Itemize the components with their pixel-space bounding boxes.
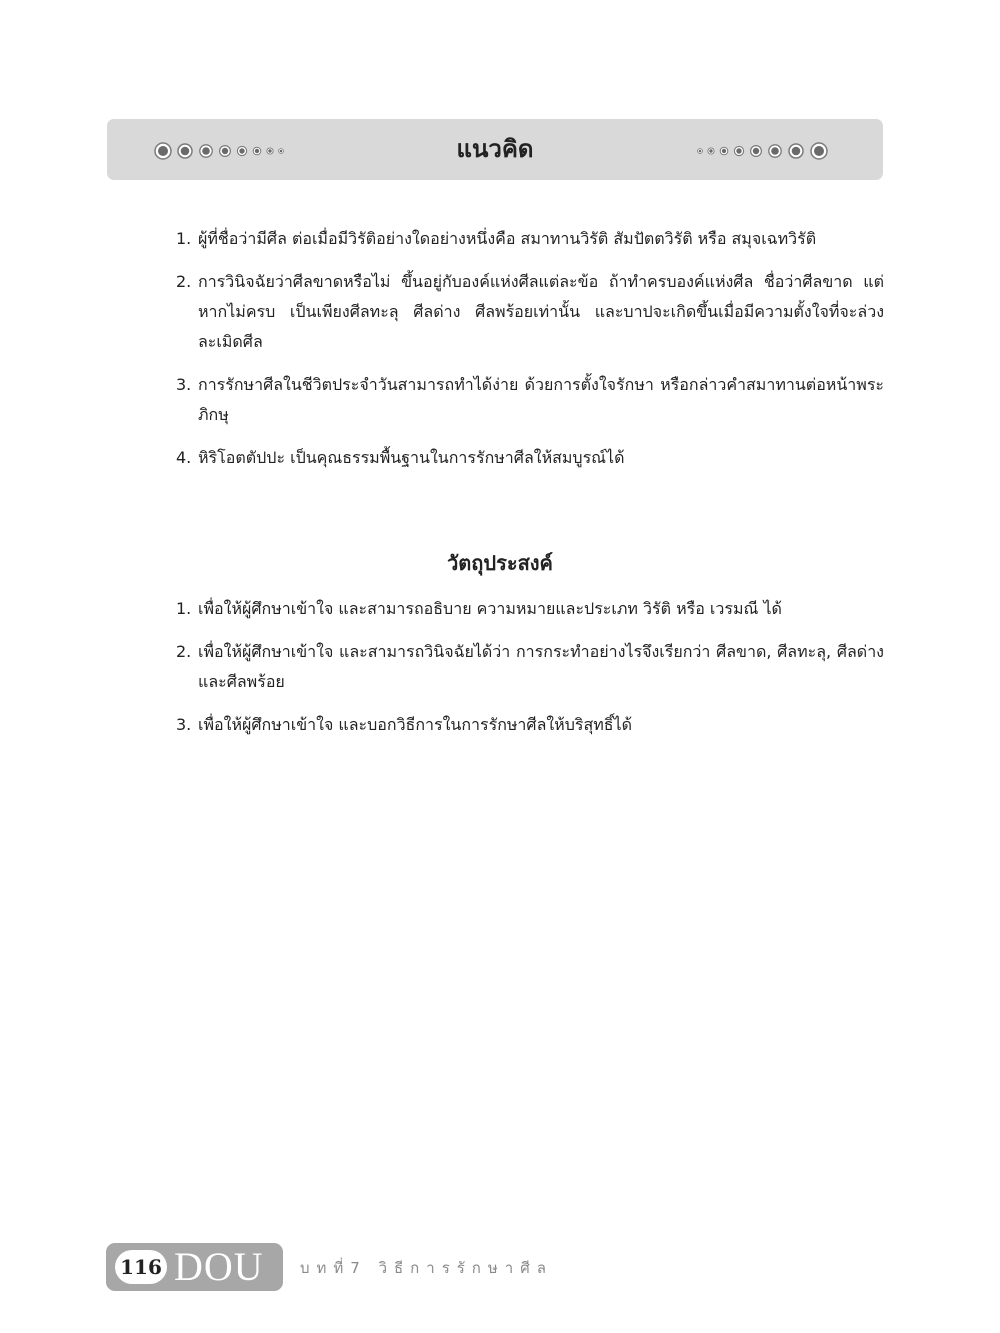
list-text: เพื่อให้ผู้ศึกษาเข้าใจ และบอกวิธีการในการรักษาศีลให้บริสุทธิ์ได้ [198,715,632,734]
list-number: 4. [176,448,192,467]
list-text: เพื่อให้ผู้ศึกษาเข้าใจ และสามารถอธิบาย ความหมายและประเภท วิรัติ หรือ เวรมณี ได้ [198,599,782,618]
list-item [176,594,884,624]
header-banner [107,119,883,180]
list-number: 1. [176,229,192,248]
footer-badge [106,1243,283,1291]
list-item [176,267,884,357]
concepts-list [176,224,884,486]
page-title: แนวคิด [456,135,534,163]
list-text: ผู้ที่ชื่อว่ามีศีล ต่อเมื่อมีวิรัติอย่างใดอย่างหนึ่งคือ สมาทานวิรัติ สัมปัตตวิรัติ หรือ สมุจเฉทวิรัติ [198,229,817,248]
list-item [176,637,884,697]
list-number: 2. [176,272,192,291]
brand-logo: DOU [174,1244,264,1289]
list-number: 3. [176,715,192,734]
list-text: หิริโอตตัปปะ เป็นคุณธรรมพื้นฐานในการรักษาศีลให้สมบูรณ์ได้ [198,448,625,467]
page-number: 116 [115,1250,167,1284]
decorative-dots-right-icon [687,137,837,163]
list-item [176,370,884,430]
list-item [176,443,884,473]
list-number: 1. [176,599,192,618]
chapter-title: บทที่7 วิธีการรักษาศีล [300,1259,553,1277]
objectives-list [176,594,884,753]
list-text: เพื่อให้ผู้ศึกษาเข้าใจ และสามารถวินิจฉัยได้ว่า การกระทำอย่างไรจึงเรียกว่า ศีลขาด, ศีลทะลุ, ศีลด่าง และศีลพร้อย [198,642,884,691]
list-number: 3. [176,375,192,394]
objectives-heading: วัตถุประสงค์ [447,551,553,575]
list-text: การรักษาศีลในชีวิตประจำวันสามารถทำได้ง่าย ด้วยการตั้งใจรักษา หรือกล่าวคำสมาทานต่อหน้าพระภิกษุ [198,375,884,424]
list-item [176,224,884,254]
list-number: 2. [176,642,192,661]
list-text: การวินิจฉัยว่าศีลขาดหรือไม่ ขึ้นอยู่กับองค์แห่งศีลแต่ละข้อ ถ้าทำครบองค์แห่งศีล ชื่อว่าศีลขาด แต่หากไม่ครบ เป็นเพียงศีลทะลุ ศีลด่าง ศีลพร้อยเท่านั้น และบาปจะเกิดขึ้นเมื่อมีความตั้งใจที่จะล่วงละเมิดศีล [198,272,884,351]
list-item [176,710,884,740]
